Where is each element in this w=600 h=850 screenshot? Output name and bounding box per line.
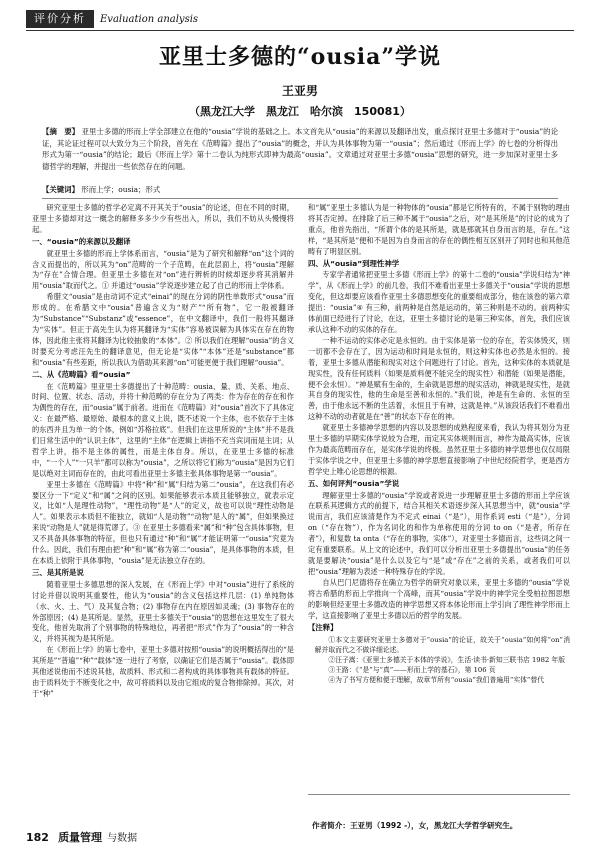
page-footer [26, 826, 137, 845]
author-bio: 作者简介：王亚男（1992 -），女，黑龙江大学哲学研究生。 [312, 821, 518, 830]
footnote: ②汪子嵩：《亚里士多德关于本体的学说》，生活·读书·新知三联书店 1982 年版 [328, 656, 566, 665]
section-header [26, 10, 198, 28]
paragraph: 就亚里士多德的形而上学体系而言，“ousia”是为了研究和解释“on”这个词的含义而提出的，所以其为“on”范畴的一个子范畴，在此层面上，将“ousia”理解为“存在”合情合理。但亚里士多德在对“on”进行辨析的时候却逐步将其消解并用“ousia”取而代之。① 并通过“ousia”学说逐步建立起了自己的形而上学体系。 [32, 248, 294, 291]
affiliation: （黑龙江大学 黑龙江 哈尔滨 150081） [189, 105, 411, 118]
section-heading: 二、从《范畴篇》看“ousia” [32, 369, 131, 379]
section-heading: 三、是其所是说 [32, 567, 84, 577]
page-number: 182 [26, 831, 49, 844]
abstract [42, 126, 558, 172]
abstract-label: 【摘 要】 [42, 127, 80, 136]
footnote: ①本文主要研究亚里士多德对于“ousia”的论证，故关于“ousia”如何将“on”消解并取而代之不做详细论述。 [314, 636, 570, 655]
keywords-text: 形而上学；ousia；形式 [81, 185, 161, 194]
author-name: 王亚男 [281, 84, 318, 98]
section-heading: 一、“ousia”的来源以及翻译 [32, 236, 131, 246]
keywords [42, 184, 558, 195]
notes-heading: 【注释】 [308, 623, 338, 633]
abstract-text: 亚里士多德的形而上学全部建立在他的“ousia”学说的基础之上。本文首先从“ousia”的来源以及翻译出发，重点探讨亚里士多德对于“ousia”的论证，其论证过程可以大致分为三个阶段，首先在《范畴篇》提出了“ousia”的概念，并认为具体事物为第一“ousia”；然后通过《形而上学》的七卷的分析得出形式为第一“ousia”的结论；最后《形而上学》第十二卷认为纯形式即神为最高“ousia”。文章通过对亚里士多德“ousia”思想的研究，进一步加深对亚里士多德哲学的理解，并提出一些依然存在的问题。 [42, 127, 558, 171]
footnote: ③王路：《“是”与“真”——形而上学的基石》，第 106 页 [328, 666, 496, 675]
paragraph: 和“属”亚里士多德认为是一种物体的“ousia”都是它所特有的，不属于别物的理由将其否定掉。在排除了后三种不属于“ousia”之后，对“是其所是”的讨论的成为了重点，他首先指出，“所谓个体的是其所是，就是那就其自身而言的是，存在。”这样，“是其所是”便和不是因为自身而言的存在的偶性相互区别开了同时也和其他范畴有了明显区别。 [308, 203, 570, 256]
bio-rule [308, 794, 570, 795]
paragraph: 自从巴门尼德将存在确立为哲学的研究对象以来，亚里士多德的“ousia”学说将古希腊的形而上学推向一个高峰，而其“ousia”学说中的神学完全受柏拉图思想的影响但经亚里士多德改造的神学思想又将本体论形而上学引向了理性神学形而上学，这直接影响了亚里士多德以后的哲学的发展。 [308, 577, 570, 620]
right-column [308, 203, 570, 788]
section-heading: 五、如何评判“ousia”学说 [308, 478, 400, 488]
paragraph: 研究亚里士多德的哲学必定离不开其关于“ousia”的论述，但在不同的时期，亚里士多德却对这一概念的解释多多少少有些出入，所以，我们不妨从头慢慢将起。 [32, 203, 294, 234]
article-title: 亚里士多德的“ousia”学说 [159, 44, 441, 70]
paragraph: 在《范畴篇》里亚里士多德提出了十种范畴：ousia、量、质、关系、地点、时间、位置、状态、活动，并将十种范畴的存在分为了两类：作为存在的存在和作为偶性的存在，而“ousia”属于前者。进而在《范畴篇》对“ousia”首次下了具体定义：在最严格、最原始、最根本的意义上说，既不述说一个主体，也不依存于主体的东西并且为单一的个体，例如“苏格拉底”。但我们在这里所说的“主体”并不是我们日常生活中的“认识主体”，这里的“主体”在逻辑上讲指不充当宾词而是主词；从哲学上讲，指不是主体的属性，而是主体自身。所以，在亚里士多德的标准中，“一个人”“一只羊”都可以称为“ousia”，之所以将它们称为“ousia”是因为它们是以绝对主词而存在的，由此可看出亚里士多德主张具体事物是第一“ousia”。 [32, 381, 294, 478]
paragraph: 随着亚里士多德思想的深入发展，在《形而上学》中对“ousia”进行了系统的讨论并借以说明其重要性，他认为“ousia”的含义包括这样几层：(1) 单纯物体（水、火、土、气）及其复合物；(2) 事物存在内在原因如灵魂；(3) 事物存在的外部原因；(4) 是其所是。显然，亚里士多德关于“ousia”的思想在这里发生了很大变化，他首先取消了个别事物的特殊地位，再者把“形式”作为了“ousia”的一种含义，并将其视为是其所是。 [32, 579, 294, 644]
paragraph: 希腊文“ousia”是由动词不定式“einai”的现在分词的阴性单数形式“ousa”而形成的。在希腊文中“ousia”普遍含义为“财产”“所有物”，它一般被翻译为“Substance”“Substanz”或“essence”，在中文翻译中，我们一般将其翻译为“实体”。但正于高先生认为将其翻译为“实体”容易被误解为具体实在存在的物体，因此他主张将其翻译为比较抽象的“本体”。② 所以我们在理解“ousia”的含义时要充分考虑汪先生的翻译意见，但无论是“实体”“本体”还是“substance”都和“ousia”有些差距，所以我认为借助其来源“on”可能更便于我们理解“ousia”。 [32, 292, 294, 367]
footnote: ④为了书写方便和便于理解，故章节所有“ousia”我们普遍用“实体”替代 [328, 676, 544, 685]
paragraph: 就亚里士多德神学思想的内容以及思想的成熟程度来看，我认为将其划分为亚里士多德的早期实体学说较为合理，而定其实体规则而言，神作为最高实体，应该作为最高范畴而存在，是实体学说的终极。虽然亚里士多德的神学思想也仅仅局限于实体学说之中，但亚里士多德的神学思想直接影响了中世纪经院哲学，更是西方哲学史上唯心论思想的根源。 [308, 423, 570, 476]
journal-subtitle: 与数据 [107, 833, 138, 844]
paragraph: 在《形而上学》的第七卷中，亚里士多德对按照“ousia”的说明概括得出的“是其所是”“普遍”“种”“载体”逐一进行了考察，以确证它们是否属于“ousia”。载体即其他述说他而不述说其他，故质料、形式和二者构成的具体事物具有载体的特征。由于质料处于不断变化之中，故可将质料以及由它组成的复合物排除掉。其次，对于“种” [32, 645, 294, 698]
section-tag: 评价分析 [26, 10, 94, 28]
section-english: Evaluation analysis [100, 13, 199, 25]
left-column [32, 203, 294, 833]
keywords-label: 【关键词】 [42, 185, 79, 194]
abstract-rule [42, 198, 558, 199]
paragraph: 亚里士多德在《范畴篇》中将“种”和“属”归结为第二“ousia”，在这我们有必要区分一下“定义”和“属”之间的区别。如果能够表示本质且能够独立，就表示定义，比如“人是理性动物”，“理性动物”是“人”的定义，故也可以说“理性动物是人”。如果表示本质但不能独立，就如“人是动物”“动物”是人的“属”，但如果换过来说“动物是人”就是得荒谬了。③ 在亚里士多德看来“属”和“种”包含具体事物，但又不具备具体事物的特征，但也只有通过“种”和“属”才能证明第一“ousia”究竟为什么。因此，我们有理由把“种”和“属”称为第二“ousia”，是具体事物的本质，但在本质上依附于具体事物，“ousia”是无法独立存在的。 [32, 479, 294, 565]
header-rule [26, 30, 574, 31]
paragraph: 专家学者通常把亚里士多德《形而上学》的第十二卷的“ousia”学说归结为“神学”，从《形而上学》的前几卷，我们不难看出亚里士多德关于“ousia”学说的思想变化，但这却要应该看作亚里士多德思想变化的重要组成部分，他在该卷的第六章提出：“ousia”④ 有三种，前两种是自然是运动的，第三种则是不动的。前两种实体前面已经进行了讨论，在这，亚里士多德讨论的是第三种实体，首先，我们应该承认这种不动的实体的存在。 [308, 270, 570, 334]
section-heading: 四、从“ousia”到理性神学 [308, 258, 400, 268]
paragraph: 一种不运动的实体必定是永恒的。由于实体是第一位的存在，若实体毁灭，则一切都不会存在了，因为运动和时间是永恒的，则这种实体也必然是永恒的。接着，亚里士多德从潜能和现实对这个问题进行了讨论。首先，这种实体的本质就是现实性，没有任何质料（如果是质料便不能完全的现实性）和潜能（如果是潜能，便不会永恒）。“神是赋有生命的，生命就是思想的现实活动，神就是现实性，是就其自身的现实性，他的生命是至善和永恒的。”我们说，神是有生命的、永恒的至善，由于他永远不断的生活着，永恒且于有神，这就是神。”从该段话我们不难看出这种不动的动者就是在“善”的状态下存在的神。 [308, 335, 570, 422]
journal-title: 质量管理 [58, 831, 103, 844]
paragraph: 理解亚里士多德的“ousia”学说或者说进一步理解亚里士多德的形而上学应该在联系其逻辑方式的前提下，结合其相关术语逐步深入其思想当中，就“ousia”学说而言，我们应该清楚作为不定式 einai（“是”），用作系词 esti（“是”），分词 on（“存在物”），作为名词化的和作为单称使用的分词 to on（“是者，所存在者”），和复数 ta onta（“存在的事物，实体”），对亚里士多德而言，这些词之间一定有重要联系。从上文的论述中，我们可以分析出亚里士多德提出“ousia”的任务就是要解决“ousia”是什么以及它与“是”或“存在”之前的关系，或者我们可以把“ousia”理解为表述一种特殊存在的学说。 [308, 490, 570, 576]
